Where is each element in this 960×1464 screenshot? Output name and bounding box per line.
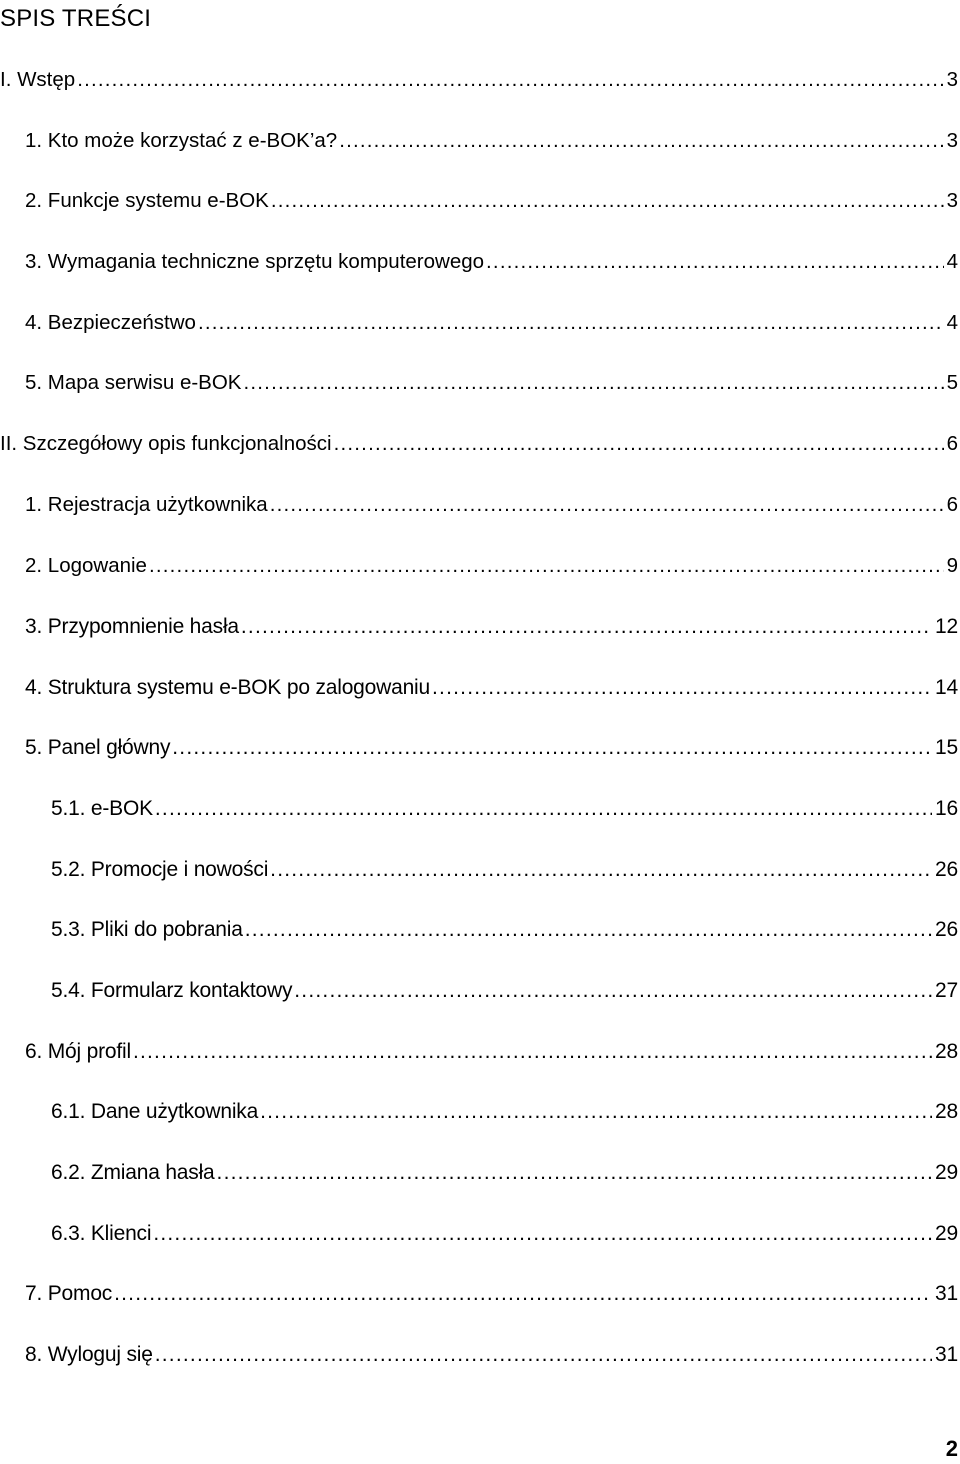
toc-entry-title: 4. Bezpieczeństwo [25, 311, 196, 334]
toc-entry-funkcje-systemu[interactable] [25, 185, 958, 217]
toc-entry-wymagania-techniczne[interactable] [25, 246, 958, 278]
toc-entry-mapa-serwisu[interactable] [25, 367, 958, 399]
toc-entry-page: 29 [935, 1222, 958, 1245]
toc-dot-leader [114, 1278, 932, 1310]
page-number: 2 [945, 1436, 958, 1461]
toc-entry-page: 14 [935, 676, 958, 699]
toc-dot-leader [217, 1157, 933, 1189]
toc-entry-e-bok[interactable] [51, 793, 958, 825]
toc-dot-leader [486, 246, 944, 278]
toc-dot-leader [155, 793, 932, 825]
toc-entry-panel-glowny[interactable] [25, 732, 958, 764]
toc-dot-leader [270, 854, 932, 886]
toc-entry-title: 6.2. Zmiana hasła [51, 1161, 215, 1184]
toc-entry-pomoc[interactable] [25, 1278, 958, 1310]
toc-entry-page: 4 [946, 250, 958, 273]
toc-entry-logowanie[interactable] [25, 550, 958, 582]
toc-entry-page: 26 [935, 858, 958, 881]
toc-entry-zmiana-hasla[interactable] [51, 1157, 958, 1189]
toc-entry-page: 15 [935, 736, 958, 759]
toc-dot-leader [334, 428, 944, 460]
toc-dot-leader [245, 914, 932, 946]
toc-entry-struktura-systemu[interactable] [25, 672, 958, 704]
toc-entry-page: 26 [935, 918, 958, 941]
toc-entry-title: 3. Wymagania techniczne sprzętu komputerowego [25, 250, 485, 273]
toc-entry-title: 6.3. Klienci [51, 1222, 152, 1245]
toc-entry-page: 28 [935, 1100, 958, 1123]
toc-entry-title: 5.2. Promocje i nowości [51, 858, 269, 881]
toc-entry-page: 16 [935, 797, 958, 820]
toc-dot-leader [133, 1036, 932, 1068]
toc-entry-page: 3 [946, 189, 958, 212]
toc-dot-leader [153, 1218, 932, 1250]
toc-entry-page: 6 [946, 432, 958, 455]
toc-entry-title: 4. Struktura systemu e-BOK po zalogowaniu [25, 676, 431, 699]
toc-entry-page: 9 [946, 554, 958, 577]
toc-entry-title: 6.1. Dane użytkownika [51, 1100, 259, 1123]
toc-entry-wstep[interactable] [0, 64, 958, 96]
toc-entry-dane-uzytkownika[interactable] [51, 1096, 958, 1128]
toc-entry-page: 31 [935, 1343, 958, 1366]
toc-entry-szczegolowy-opis[interactable] [0, 428, 958, 460]
toc-entry-title: 5.4. Formularz kontaktowy [51, 979, 293, 1002]
toc-dot-leader [294, 975, 932, 1007]
toc-dot-leader [198, 307, 944, 339]
toc-entry-promocje[interactable] [51, 854, 958, 886]
toc-entry-title: 5.3. Pliki do pobrania [51, 918, 243, 941]
toc-entry-title: 5. Mapa serwisu e-BOK [25, 371, 242, 394]
toc-entry-title: I. Wstęp [0, 68, 76, 91]
toc-entry-title: 1. Kto może korzystać z e-BOK’a? [25, 129, 338, 152]
toc-entry-page: 31 [935, 1282, 958, 1305]
toc-entry-page: 5 [946, 371, 958, 394]
toc-dot-leader [432, 672, 932, 704]
toc-entry-page: 6 [946, 493, 958, 516]
toc-dot-leader [241, 611, 932, 643]
toc-dot-leader [77, 64, 943, 96]
toc-entry-title: 5.1. e-BOK [51, 797, 153, 820]
toc-dot-leader [172, 732, 932, 764]
toc-entry-page: 28 [935, 1040, 958, 1063]
toc-entry-title: II. Szczegółowy opis funkcjonalności [0, 432, 332, 455]
toc-entry-title: 5. Panel główny [25, 736, 171, 759]
toc-dot-leader [243, 367, 943, 399]
toc-entry-title: 3. Przypomnienie hasła [25, 615, 239, 638]
toc-entry-title: 7. Pomoc [25, 1282, 113, 1305]
toc-dot-leader [271, 185, 944, 217]
toc-entry-page: 27 [935, 979, 958, 1002]
toc-entry-title: 2. Funkcje systemu e-BOK [25, 189, 269, 212]
toc-entry-title: 1. Rejestracja użytkownika [25, 493, 268, 516]
toc-entry-page: 3 [946, 68, 958, 91]
toc-entry-page: 3 [946, 129, 958, 152]
toc-entry-kto-moze-korzystac[interactable] [25, 125, 958, 157]
toc-entry-title: 2. Logowanie [25, 554, 147, 577]
toc-dot-leader [260, 1096, 932, 1128]
toc-entry-klienci[interactable] [51, 1218, 958, 1250]
toc-entry-title: 6. Mój profil [25, 1040, 131, 1063]
toc-entry-moj-profil[interactable] [25, 1036, 958, 1068]
toc-entry-page: 4 [946, 311, 958, 334]
toc-entry-page: 12 [935, 615, 958, 638]
toc-entry-page: 29 [935, 1161, 958, 1184]
toc-entry-bezpieczenstwo[interactable] [25, 307, 958, 339]
toc-dot-leader [149, 550, 944, 582]
toc-title: SPIS TREŚCI [0, 5, 152, 32]
toc-entry-title: 8. Wyloguj się [25, 1343, 153, 1366]
toc-entry-formularz-kontaktowy[interactable] [51, 975, 958, 1007]
toc-entry-pliki-do-pobrania[interactable] [51, 914, 958, 946]
toc-entry-rejestracja[interactable] [25, 489, 958, 521]
toc-entry-wyloguj-sie[interactable] [25, 1339, 958, 1371]
toc-entry-przypomnienie-hasla[interactable] [25, 611, 958, 643]
toc-dot-leader [270, 489, 944, 521]
toc-dot-leader [155, 1339, 932, 1371]
toc-dot-leader [339, 125, 943, 157]
